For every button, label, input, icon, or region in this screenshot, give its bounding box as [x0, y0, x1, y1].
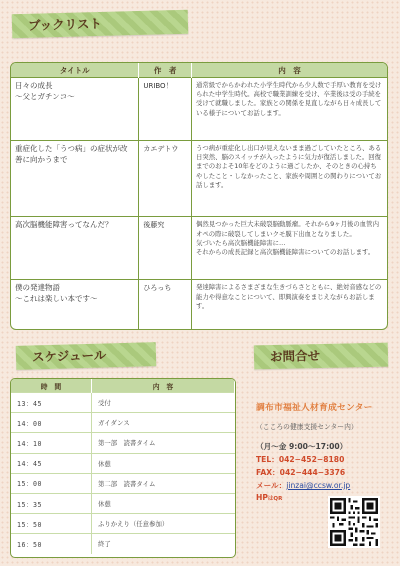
table-row — [11, 453, 235, 473]
table-row — [11, 433, 235, 453]
schedule-content: 終了 — [91, 534, 234, 554]
col-title-header: タイトル — [11, 63, 139, 78]
book-author: カエデトウ — [139, 141, 192, 217]
hp-label: HP — [256, 493, 268, 502]
schedule-time: 14：10 — [11, 433, 91, 453]
book-content: 発達障害によるさまざまな生きづらさとともに、絶対音感などの能力や得意なことについて、即興演奏をまじえながらお話します。 — [191, 280, 387, 329]
table-row — [11, 493, 235, 513]
tel-label: TEL： — [256, 455, 279, 464]
schedule-content: 休憩 — [91, 493, 234, 513]
table-row — [11, 217, 387, 280]
schedule-time: 16：50 — [11, 534, 91, 554]
book-title — [11, 217, 139, 280]
email-line — [256, 480, 396, 491]
book-title — [11, 78, 139, 141]
table-row — [11, 141, 387, 217]
tel-number[interactable]: 042−452−8180 — [278, 455, 345, 464]
table-row — [11, 413, 235, 433]
schedule-time: 14：45 — [11, 453, 91, 473]
schedule-content: 第一部 読書タイム — [91, 433, 234, 453]
book-author: ひろっち — [139, 280, 192, 329]
schedule-content: 受付 — [91, 393, 234, 413]
table-row — [11, 473, 235, 493]
office-hours: （月〜金 9:00〜17:00） — [256, 442, 348, 451]
booklist-panel — [10, 62, 388, 330]
table-row — [11, 280, 387, 329]
book-content: うつ病が重症化し出口が見えないまま過ごしていたところ、ある日突然、脳のスイッチが入ったように気力が復活しました。回復までのおよそ10年をどのように過ごしたか、そのときの心持ちやしたこと・しなかったこと、家族や周囲との関わりについてお話します。 — [191, 141, 387, 217]
schedule-table — [11, 379, 235, 554]
book-content-text: 偶然見つかった巨大未破裂脳動脈瘤。それから9ヶ月後の血管内オペの際に破裂してしまいクモ膜下出血となりました。 気づいたら高次脳機能障害に… それからの成長記録と高次脳機能障害についてのお話します。 — [195, 220, 379, 256]
book-content: 通常級でからかわれた小学生時代から少人数で手厚い教育を受けられた中学生時代。高校で職業訓練を受け、卒業後は受の手続を受けて就職しました。家族との関係を見直しながら日々成長している様子についてお話します。 — [191, 78, 387, 141]
contact-heading: お問合せ — [254, 343, 388, 370]
hp-suffix: はQR — [267, 496, 283, 502]
email-link[interactable]: jinzai@ccsw.or.jp — [286, 481, 351, 490]
schedule-heading: スケジュール — [16, 342, 157, 370]
schedule-panel — [10, 378, 236, 558]
book-content — [191, 217, 387, 280]
col-content-header: 内 容 — [191, 63, 387, 78]
booklist-header-row — [11, 63, 387, 78]
schedule-time: 15：35 — [11, 493, 91, 513]
col-content-header: 内 容 — [91, 379, 234, 393]
booklist-heading: ブックリスト — [12, 10, 189, 39]
table-row — [11, 78, 387, 141]
col-author-header: 作 者 — [139, 63, 192, 78]
contact-block — [256, 400, 396, 502]
book-title-text: 僕の発達物語 〜これは楽しい本です〜 — [15, 283, 98, 303]
table-row — [11, 393, 235, 413]
schedule-time: 15：00 — [11, 473, 91, 493]
table-row — [11, 514, 235, 534]
schedule-time: 15：50 — [11, 514, 91, 534]
email-label: メール： — [256, 481, 287, 490]
book-title-text: 日々の成長 〜父とガチンコ〜 — [15, 81, 75, 101]
fax-label: FAX： — [256, 468, 280, 477]
booklist-table — [11, 63, 387, 329]
fax-number: 042−444−3376 — [279, 468, 346, 477]
qr-code-icon[interactable] — [328, 496, 380, 548]
org-name: 調布市福祉人材育成センター — [256, 403, 373, 413]
schedule-content: ふりかえり（任意参加） — [91, 514, 234, 534]
book-author: 後藤究 — [139, 217, 192, 280]
col-time-header: 時 間 — [11, 379, 91, 393]
fax-line — [256, 467, 396, 478]
schedule-content: 第二部 読書タイム — [91, 473, 234, 493]
book-title-text: 重症化した「うつ病」の症状が改善に向かうまで — [15, 144, 128, 164]
book-title-text: 高次脳機能障害ってなんだ？ — [15, 220, 113, 230]
schedule-header-row — [11, 379, 235, 393]
schedule-content: 休憩 — [91, 453, 234, 473]
org-subtitle: （こころの健康支援センター内） — [256, 423, 358, 431]
book-title — [11, 280, 139, 329]
book-title — [11, 141, 139, 217]
table-row — [11, 534, 235, 554]
schedule-time: 14：00 — [11, 413, 91, 433]
tel-line — [256, 454, 396, 465]
book-author: URIBO！ — [139, 78, 192, 141]
qr-code-graphic — [330, 498, 378, 546]
schedule-content: ガイダンス — [91, 413, 234, 433]
schedule-time: 13：45 — [11, 393, 91, 413]
